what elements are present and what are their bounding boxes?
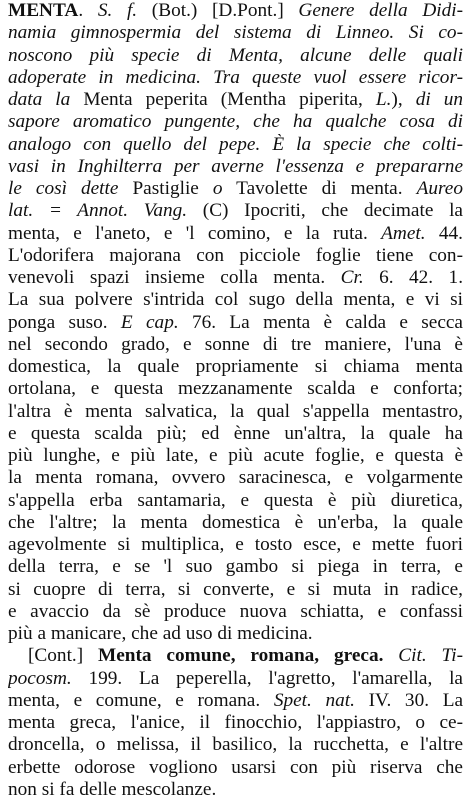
entry-line: e questa scalda più; ed ènne un'altra, la quale ha [8, 422, 463, 444]
entry-line: s'appella erba santamaria, e questa è più diuretica, [8, 489, 463, 511]
entry-line: namia gimnospermia del sistema di Linneo. Si co- [8, 22, 463, 44]
entry-line: MENTA. S. f. (Bot.) [D.Pont.] Genere della Didi- [8, 0, 463, 21]
entry-line: sapore aromatico pungente, che ha qualche cosa di [8, 111, 463, 133]
entry-line: nel secondo grado, e sonne di tre maniere, l'una è [8, 333, 463, 355]
entry-line: venevoli spazi insieme colla menta. Cr. 6. 42. 1. [8, 267, 463, 288]
subentry-line: pocosm. 199. La peperella, l'agretto, l'amarella, la [8, 667, 463, 689]
entry-line: agevolmente si multiplica, e tosto esce, e mette fuori [8, 534, 463, 555]
subentry-line: menta, e comune, e romana. Spet. nat. IV. 30. La [8, 689, 463, 711]
entry-line: ponga suso. E cap. 76. La menta è calda e secca [8, 311, 463, 333]
entry-line: che l'altre; la menta domestica è un'erba, la quale [8, 511, 463, 533]
entry-line: lat. = Annot. Vang. (C) Ipocriti, che decimate la [8, 200, 463, 222]
entry-line: ortolana, e questa mezzanamente scalda e conforta; [8, 378, 463, 400]
entry-line: le così dette Pastiglie o Tavolette di menta. Aureo [8, 178, 463, 199]
subentry-menta-comune [8, 645, 463, 801]
entry-line: più lunghe, e più late, e più acute foglie, e questa è [8, 445, 463, 466]
entry-line: vasi in Inghilterra per averne l'essenza e prepararne [8, 155, 463, 177]
entry-line: e avaccio da sè produce nuova schiatta, e confassi [8, 600, 463, 622]
entry-line: della terra, e se 'l suo gambo si piega in terra, e [8, 556, 463, 578]
entry-line: più a manicare, che ad uso di medicina. [8, 623, 313, 644]
entry-line: analogo con quello del pepe. È la specie che colti- [8, 133, 463, 155]
subentry-line: droncella, o melissa, il basilico, la rucchetta, e l'altre [8, 734, 463, 756]
subentry-line: menta greca, l'anice, il finocchio, l'appiastro, o ce- [8, 712, 463, 733]
entry-line: adoperate in medicina. Tra queste vuol essere ricor- [8, 66, 463, 88]
entry-line: si cuopre di terra, si converte, e si muta in radice, [8, 578, 463, 600]
entry-line: menta, e l'aneto, e 'l comino, e la ruta. Amet. 44. [8, 222, 463, 244]
entry-line: l'altra è menta salvatica, la qual s'appella mentastro, [8, 400, 463, 422]
entry-menta [8, 0, 463, 645]
entry-line: domestica, la quale propriamente si chiama menta [8, 356, 463, 377]
subentry-line: non si fa delle mescolanze. [8, 778, 217, 800]
entry-line: data la Menta peperita (Mentha piperita, L.), di un [8, 89, 463, 110]
entry-line: L'odorifera majorana con picciole foglie tiene con- [8, 244, 463, 266]
entry-line: La sua polvere s'intrida col sugo della menta, e vi si [8, 289, 463, 311]
entry-line: la menta romana, ovvero saracinesca, e volgarmente [8, 467, 463, 489]
entry-line: noscono più specie di Menta, alcune delle quali [8, 44, 463, 66]
subentry-line: erbette odorose vogliono usarsi con più riserva che [8, 756, 463, 778]
subentry-line: [Cont.] Menta comune, romana, greca. Cit. Ti- [28, 645, 463, 667]
